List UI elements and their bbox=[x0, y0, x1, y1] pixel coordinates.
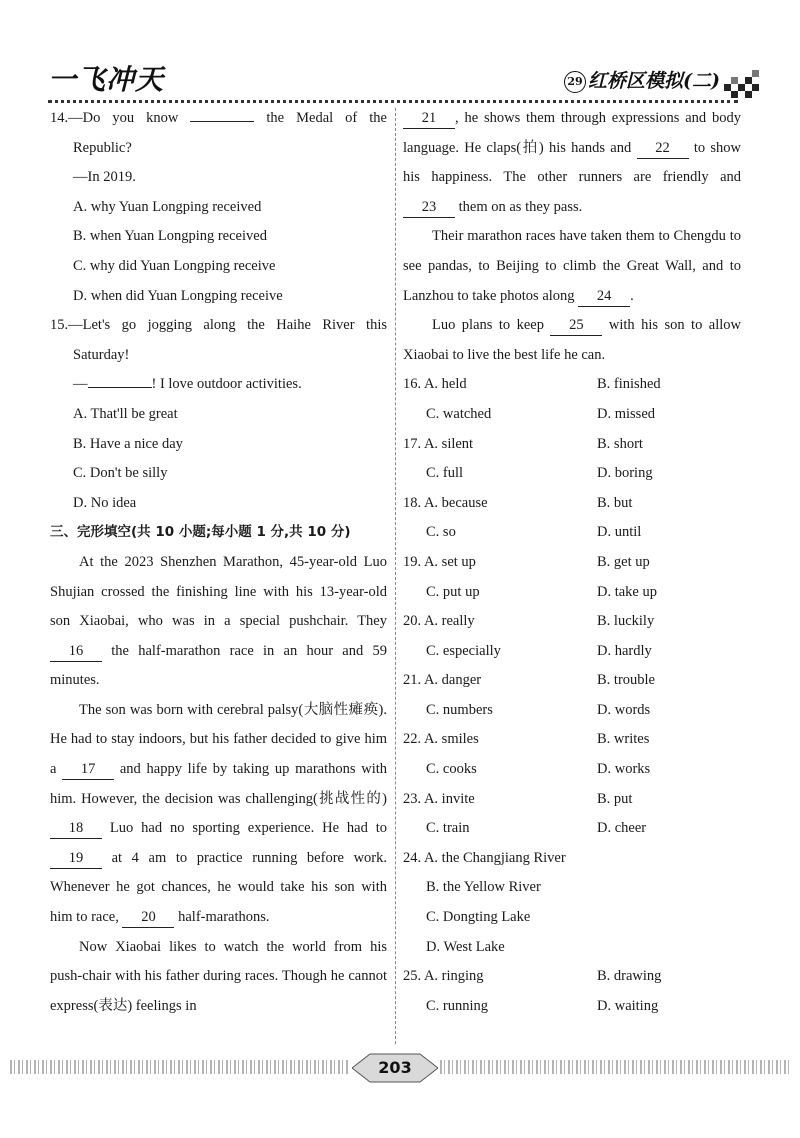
para2-text-a: The son was born with cerebral palsy(大脑性瘫痪). He had to stay indoors, but his father decided to give him a bbox=[50, 701, 387, 778]
footer-border-right bbox=[440, 1060, 790, 1074]
passage-paragraph-5 bbox=[403, 311, 741, 370]
choice-25-row-1 bbox=[403, 962, 741, 992]
choice-20-d: D. hardly bbox=[597, 642, 652, 659]
choice-19-b: B. get up bbox=[597, 553, 650, 570]
choice-18-b: B. but bbox=[597, 494, 633, 511]
passage-paragraph-3: Now Xiaobai likes to watch the world from his push-chair with his father during races. Though he cannot express(表达) feelings in bbox=[50, 938, 387, 1014]
passage-paragraph-1 bbox=[50, 548, 387, 696]
q15-option-d: D. No idea bbox=[73, 494, 137, 511]
q14-option-c: C. why did Yuan Longping receive bbox=[73, 257, 276, 274]
q15-reply bbox=[50, 370, 387, 400]
choice-24-a: 24. A. the Changjiang River bbox=[403, 849, 566, 866]
choice-20-c: C. especially bbox=[426, 642, 501, 659]
choice-23-c: C. train bbox=[426, 820, 470, 837]
para2-text-c: Luo had no sporting experience. He had to bbox=[109, 820, 388, 837]
choice-19-row-2 bbox=[403, 578, 741, 608]
blank-16: 16 bbox=[50, 641, 102, 662]
choice-18-a: 18. A. because bbox=[403, 494, 488, 511]
choice-22-b: B. writes bbox=[597, 731, 650, 748]
q14-stem-end: the Medal of the Republic? bbox=[73, 110, 387, 156]
choice-16-b: B. finished bbox=[597, 376, 661, 393]
q15-reply-dash: — bbox=[73, 376, 88, 393]
choice-17-row-2 bbox=[403, 459, 741, 489]
brand-title: 一飞冲天 bbox=[48, 63, 165, 96]
para3-text-b: , he shows them through expressions and body language. He claps(拍) his hands and bbox=[403, 110, 741, 156]
choice-23-a: 23. A. invite bbox=[403, 790, 475, 807]
checker-decoration-icon bbox=[724, 70, 760, 98]
para5-text-a: Luo plans to keep bbox=[432, 317, 544, 334]
page-footer bbox=[0, 1048, 800, 1088]
choice-24-c: C. Dongting Lake bbox=[426, 909, 531, 926]
choice-16-row-2 bbox=[403, 400, 741, 430]
choice-19-a: 19. A. set up bbox=[403, 553, 476, 570]
q15-reply-text: ! I love outdoor activities. bbox=[151, 376, 302, 393]
choice-20-row-2 bbox=[403, 637, 741, 667]
choice-17-c: C. full bbox=[426, 465, 464, 482]
para3-text-c: to show his happiness. The other runners are friendly and bbox=[403, 139, 742, 186]
blank-20: 20 bbox=[122, 907, 174, 928]
blank-23: 23 bbox=[403, 197, 455, 218]
choice-25-b: B. drawing bbox=[597, 968, 662, 985]
choice-25-d: D. waiting bbox=[597, 997, 659, 1014]
page-number: 203 bbox=[378, 1058, 412, 1077]
choice-16-d: D. missed bbox=[597, 405, 655, 422]
choice-17-d: D. boring bbox=[597, 465, 653, 482]
passage-paragraph-4 bbox=[403, 222, 741, 311]
q14-reply: —In 2019. bbox=[73, 169, 136, 186]
choice-22-c: C. cooks bbox=[426, 761, 477, 778]
para4-text: Their marathon races have taken them to Chengdu to see pandas, to Beijing to climb the Great Wall, and to Lanzhou to take photos along bbox=[403, 228, 741, 304]
para2-text-d: at 4 am to practice running before work. Whenever he got chances, he would take his son with him to race, bbox=[50, 849, 387, 926]
choice-22-row-2 bbox=[403, 755, 741, 785]
choice-20-a: 20. A. really bbox=[403, 613, 475, 630]
left-column bbox=[50, 104, 387, 1021]
choice-23-row-2 bbox=[403, 814, 741, 844]
passage-paragraph-2 bbox=[50, 696, 387, 933]
choice-24-b: B. the Yellow River bbox=[426, 879, 541, 896]
choice-20-b: B. luckily bbox=[597, 613, 655, 630]
blank-18: 18 bbox=[50, 818, 102, 839]
choice-23-b: B. put bbox=[597, 790, 633, 807]
choice-19-c: C. put up bbox=[426, 583, 480, 600]
blank-21: 21 bbox=[403, 108, 455, 129]
para2-text-b: and happy life by taking up marathons with him. However, the decision was challenging(挑战性的) bbox=[50, 761, 387, 807]
q14-stem: 14.—Do you know bbox=[50, 110, 179, 126]
choice-22-d: D. works bbox=[597, 761, 651, 778]
choice-21-c: C. numbers bbox=[426, 701, 493, 718]
q14-option-d: D. when did Yuan Longping receive bbox=[73, 287, 283, 304]
choice-16-c: C. watched bbox=[426, 405, 492, 422]
choice-18-c: C. so bbox=[426, 524, 456, 541]
para3-text-d: them on as they pass. bbox=[458, 198, 583, 215]
choice-21-a: 21. A. danger bbox=[403, 672, 482, 689]
right-column bbox=[403, 104, 741, 1021]
blank-24: 24 bbox=[578, 286, 630, 307]
choice-21-d: D. words bbox=[597, 701, 651, 718]
blank-19: 19 bbox=[50, 848, 102, 869]
para4-period: . bbox=[630, 287, 634, 304]
question-15: 15.—Let's go jogging along the Haihe River this Saturday! bbox=[50, 317, 387, 363]
page-header bbox=[40, 58, 760, 102]
para2-text-e: half-marathons. bbox=[178, 909, 270, 926]
choice-19-d: D. take up bbox=[597, 583, 657, 600]
choice-18-d: D. until bbox=[597, 524, 642, 541]
choice-17-b: B. short bbox=[597, 435, 643, 452]
para1-text: At the 2023 Shenzhen Marathon, 45-year-old Luo Shujian crossed the finishing line with his 13-year-old son Xiaobai, who was in a special pushchair. They bbox=[50, 553, 387, 630]
section-title: 三、完形填空(共 10 小题;每小题 1 分,共 10 分) bbox=[50, 524, 351, 541]
q15-option-b: B. Have a nice day bbox=[73, 435, 183, 452]
choice-25-c: C. running bbox=[426, 997, 489, 1014]
blank-17: 17 bbox=[62, 759, 114, 780]
column-divider bbox=[395, 108, 396, 1044]
choice-21-b: B. trouble bbox=[597, 672, 655, 689]
q14-option-b: B. when Yuan Longping received bbox=[73, 228, 267, 245]
choice-17-row-1 bbox=[403, 430, 741, 460]
choice-19-row-1 bbox=[403, 548, 741, 578]
blank-22: 22 bbox=[637, 138, 689, 159]
exam-title-text: 红桥区模拟(二) bbox=[588, 70, 720, 92]
q15-blank bbox=[88, 373, 152, 388]
q15-option-c: C. Don't be silly bbox=[73, 465, 168, 482]
choice-24-d: D. West Lake bbox=[426, 938, 505, 955]
choice-25-a: 25. A. ringing bbox=[403, 968, 484, 985]
exam-title bbox=[564, 66, 720, 93]
para5-text-b: with his son to allow Xiaobai to live the best life he can. bbox=[403, 317, 742, 363]
choice-22-row-1 bbox=[403, 725, 741, 755]
choice-22-a: 22. A. smiles bbox=[403, 731, 479, 748]
q15-option-a: A. That'll be great bbox=[73, 405, 178, 422]
choice-25-row-2 bbox=[403, 992, 741, 1022]
q14-blank bbox=[190, 107, 254, 122]
question-14 bbox=[50, 104, 387, 163]
choice-18-row-2 bbox=[403, 518, 741, 548]
choice-23-d: D. cheer bbox=[597, 820, 647, 837]
choice-21-row-2 bbox=[403, 696, 741, 726]
footer-border-left bbox=[10, 1060, 350, 1074]
choice-16-row-1 bbox=[403, 370, 741, 400]
choice-16-a: 16. A. held bbox=[403, 376, 467, 393]
choice-17-a: 17. A. silent bbox=[403, 435, 474, 452]
exam-number-badge: 29 bbox=[564, 71, 586, 93]
q14-option-a: A. why Yuan Longping received bbox=[73, 198, 262, 215]
choice-20-row-1 bbox=[403, 607, 741, 637]
para1-text-end: the half-marathon race in an hour and 59 minutes. bbox=[50, 642, 388, 689]
passage-paragraph-3-cont bbox=[403, 104, 741, 222]
choice-18-row-1 bbox=[403, 489, 741, 519]
choice-21-row-1 bbox=[403, 666, 741, 696]
header-divider bbox=[48, 100, 738, 103]
blank-25: 25 bbox=[550, 315, 602, 336]
choice-23-row-1 bbox=[403, 785, 741, 815]
